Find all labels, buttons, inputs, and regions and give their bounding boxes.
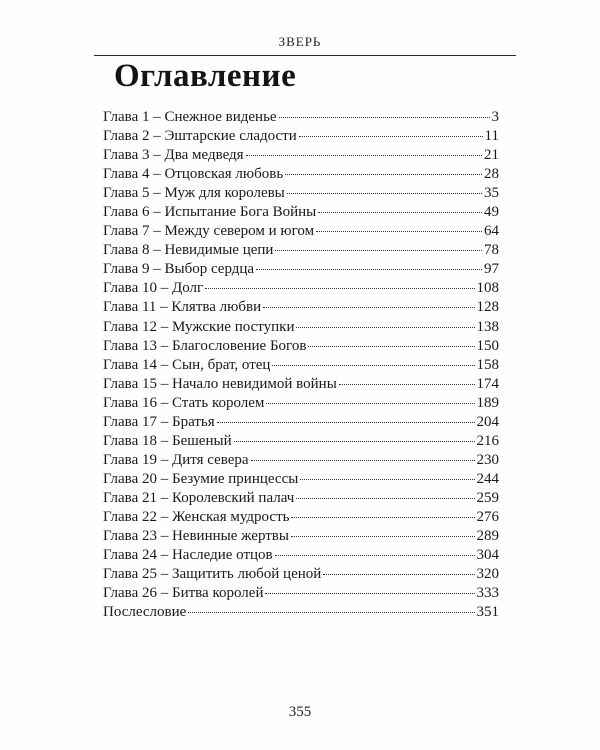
running-head: ЗВЕРЬ xyxy=(278,34,322,49)
toc-entry-page: 259 xyxy=(476,489,499,506)
toc-entry[interactable] xyxy=(103,489,499,508)
toc-entry-page: 49 xyxy=(484,204,499,221)
toc-entry[interactable] xyxy=(103,127,499,146)
toc-entry-title: Глава 15 – Начало невидимой войны xyxy=(103,375,337,392)
toc-entry-title: Глава 20 – Безумие принцессы xyxy=(103,470,299,487)
toc-entry-page: 244 xyxy=(476,470,499,487)
toc-entry[interactable] xyxy=(103,279,499,298)
toc-entry-page: 138 xyxy=(476,318,499,335)
toc-entry[interactable] xyxy=(103,451,499,470)
toc-entry-title: Глава 13 – Благословение Богов xyxy=(103,337,307,354)
dot-leader xyxy=(316,231,482,232)
toc-entry-page: 289 xyxy=(476,528,499,545)
toc-entry-title: Глава 4 – Отцовская любовь xyxy=(103,166,284,183)
toc-entry-title: Глава 25 – Защитить любой ценой xyxy=(103,566,322,583)
dot-leader xyxy=(291,536,475,537)
dot-leader xyxy=(234,441,475,442)
dot-leader xyxy=(323,574,474,575)
toc-entry-title: Глава 17 – Братья xyxy=(103,413,215,430)
dot-leader xyxy=(272,365,474,366)
toc-entry-title: Глава 11 – Клятва любви xyxy=(103,299,262,316)
page-number: 355 xyxy=(288,704,312,720)
toc-entry[interactable] xyxy=(103,508,499,527)
toc-entry[interactable] xyxy=(103,318,499,337)
toc-entry-page: 150 xyxy=(476,337,499,354)
toc-entry[interactable] xyxy=(103,565,499,584)
toc-entry-title: Глава 2 – Эштарские сладости xyxy=(103,128,297,145)
toc-entry[interactable] xyxy=(103,432,499,451)
toc-entry[interactable] xyxy=(103,546,499,565)
toc-entry-title: Глава 14 – Сын, брат, отец xyxy=(103,356,271,373)
toc-entry-page: 304 xyxy=(476,547,499,564)
table-of-contents xyxy=(103,108,499,622)
dot-leader xyxy=(265,593,474,594)
dot-leader xyxy=(256,269,482,270)
dot-leader xyxy=(296,327,474,328)
toc-entry[interactable] xyxy=(103,108,499,127)
toc-entry-title: Глава 8 – Невидимые цепи xyxy=(103,242,274,259)
toc-entry-title: Глава 10 – Долг xyxy=(103,280,204,297)
dot-leader xyxy=(205,288,474,289)
toc-entry-title: Глава 16 – Стать королем xyxy=(103,394,265,411)
toc-entry[interactable] xyxy=(103,356,499,375)
toc-entry-page: 64 xyxy=(484,223,499,240)
toc-entry-page: 108 xyxy=(476,280,499,297)
header-rule xyxy=(94,55,516,56)
toc-entry-title: Глава 22 – Женская мудрость xyxy=(103,508,290,525)
dot-leader xyxy=(275,250,482,251)
dot-leader xyxy=(296,498,474,499)
toc-entry-title: Глава 3 – Два медведя xyxy=(103,147,244,164)
toc-entry[interactable] xyxy=(103,203,499,222)
toc-entry-page: 351 xyxy=(476,604,499,621)
toc-entry-page: 189 xyxy=(476,394,499,411)
toc-entry-page: 204 xyxy=(476,413,499,430)
toc-entry[interactable] xyxy=(103,413,499,432)
toc-entry-title: Глава 19 – Дитя севера xyxy=(103,451,249,468)
toc-entry-title: Глава 24 – Наследие отцов xyxy=(103,547,273,564)
dot-leader xyxy=(318,212,482,213)
toc-entry-page: 174 xyxy=(476,375,499,392)
toc-entry[interactable] xyxy=(103,337,499,356)
dot-leader xyxy=(188,612,474,613)
toc-entry-title: Глава 12 – Мужские поступки xyxy=(103,318,295,335)
toc-entry[interactable] xyxy=(103,375,499,394)
dot-leader xyxy=(279,117,490,118)
toc-entry[interactable] xyxy=(103,260,499,279)
toc-entry-page: 21 xyxy=(484,147,499,164)
toc-entry[interactable] xyxy=(103,165,499,184)
toc-entry-title: Глава 1 – Снежное виденье xyxy=(103,109,277,125)
toc-entry[interactable] xyxy=(103,470,499,489)
toc-entry-page: 3 xyxy=(491,109,499,125)
toc-entry-page: 128 xyxy=(476,299,499,316)
toc-entry-page: 276 xyxy=(476,508,499,525)
toc-entry-page: 28 xyxy=(484,166,499,183)
toc-entry-page: 78 xyxy=(484,242,499,259)
toc-entry[interactable] xyxy=(103,584,499,603)
toc-entry-page: 333 xyxy=(476,585,499,602)
toc-entry-page: 35 xyxy=(484,185,499,202)
toc-entry-page: 97 xyxy=(484,261,499,278)
toc-entry-title: Глава 7 – Между севером и югом xyxy=(103,223,315,240)
toc-entry[interactable] xyxy=(103,298,499,317)
toc-entry-title: Глава 26 – Битва королей xyxy=(103,585,264,602)
toc-entry-title: Глава 18 – Бешеный xyxy=(103,432,232,449)
dot-leader xyxy=(308,346,474,347)
toc-entry-page: 11 xyxy=(484,128,499,145)
dot-leader xyxy=(291,517,474,518)
page-title: Оглавление xyxy=(114,58,297,94)
dot-leader xyxy=(299,136,483,137)
toc-entry-page: 230 xyxy=(476,451,499,468)
toc-entry-page: 216 xyxy=(476,432,499,449)
toc-entry-page: 158 xyxy=(476,356,499,373)
dot-leader xyxy=(246,155,482,156)
toc-entry[interactable] xyxy=(103,222,499,241)
toc-entry[interactable] xyxy=(103,394,499,413)
toc-entry-page: 320 xyxy=(476,566,499,583)
toc-entry-title: Глава 6 – Испытание Бога Войны xyxy=(103,204,317,221)
toc-entry[interactable] xyxy=(103,527,499,546)
toc-entry-title: Глава 9 – Выбор сердца xyxy=(103,261,255,278)
dot-leader xyxy=(287,193,482,194)
toc-entry-title: Глава 23 – Невинные жертвы xyxy=(103,528,289,545)
dot-leader xyxy=(217,422,475,423)
toc-entry[interactable] xyxy=(103,603,499,622)
dot-leader xyxy=(339,384,475,385)
dot-leader xyxy=(285,174,482,175)
toc-entry-title: Глава 5 – Муж для королевы xyxy=(103,185,285,202)
toc-entry-title: Глава 21 – Королевский палач xyxy=(103,489,295,506)
dot-leader xyxy=(263,307,474,308)
toc-entry-title: Послесловие xyxy=(103,604,187,621)
toc-entry[interactable] xyxy=(103,241,499,260)
dot-leader xyxy=(300,479,474,480)
dot-leader xyxy=(266,403,474,404)
toc-entry[interactable] xyxy=(103,146,499,165)
dot-leader xyxy=(275,555,475,556)
toc-entry[interactable] xyxy=(103,184,499,203)
dot-leader xyxy=(251,460,475,461)
